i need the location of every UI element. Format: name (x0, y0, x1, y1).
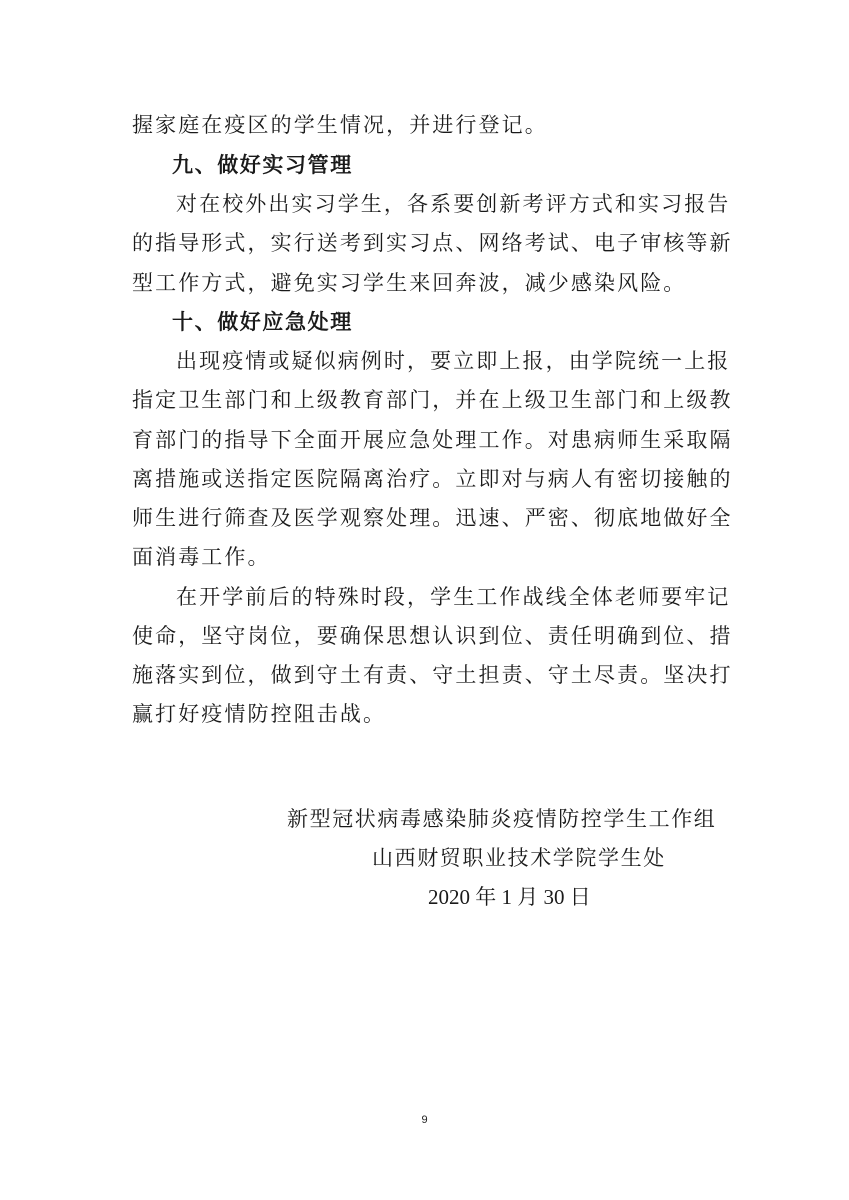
signature-office: 山西财贸职业技术学院学生处 (372, 846, 666, 870)
paragraph-line: 面消毒工作。 (132, 545, 271, 569)
paragraph-line: 型工作方式，避免实习学生来回奔波，减少感染风险。 (132, 271, 687, 295)
signature-group: 新型冠状病毒感染肺炎疫情防控学生工作组 (287, 807, 717, 831)
paragraph-line: 对在校外出实习学生，各系要创新考评方式和实习报告 (176, 192, 731, 216)
page-number: 9 (421, 1114, 428, 1126)
paragraph-line: 育部门的指导下全面开展应急处理工作。对患病师生采取隔 (132, 428, 733, 452)
paragraph-line: 出现疫情或疑似病例时，要立即上报，由学院统一上报 (176, 349, 731, 373)
section-heading-internship: 九、做好实习管理 (172, 153, 353, 177)
paragraph-line: 赢打好疫情防控阻击战。 (132, 702, 387, 726)
paragraph-line: 的指导形式，实行送考到实习点、网络考试、电子审核等新 (132, 231, 733, 255)
paragraph-line: 施落实到位，做到守土有责、守土担责、守土尽责。坚决打 (132, 663, 733, 687)
signature-date: 2020 年 1 月 30 日 (428, 885, 591, 909)
paragraph-line: 使命，坚守岗位，要确保思想认识到位、责任明确到位、措 (132, 624, 733, 648)
paragraph-line: 师生进行筛查及医学观察处理。迅速、严密、彻底地做好全 (132, 506, 733, 530)
section-heading-emergency: 十、做好应急处理 (172, 310, 353, 334)
paragraph-line: 在开学前后的特殊时段，学生工作战线全体老师要牢记 (176, 585, 731, 609)
paragraph-line: 指定卫生部门和上级教育部门，并在上级卫生部门和上级教 (132, 388, 733, 412)
paragraph-line: 离措施或送指定医院隔离治疗。立即对与病人有密切接触的 (132, 467, 733, 491)
paragraph-line: 握家庭在疫区的学生情况，并进行登记。 (132, 113, 548, 137)
